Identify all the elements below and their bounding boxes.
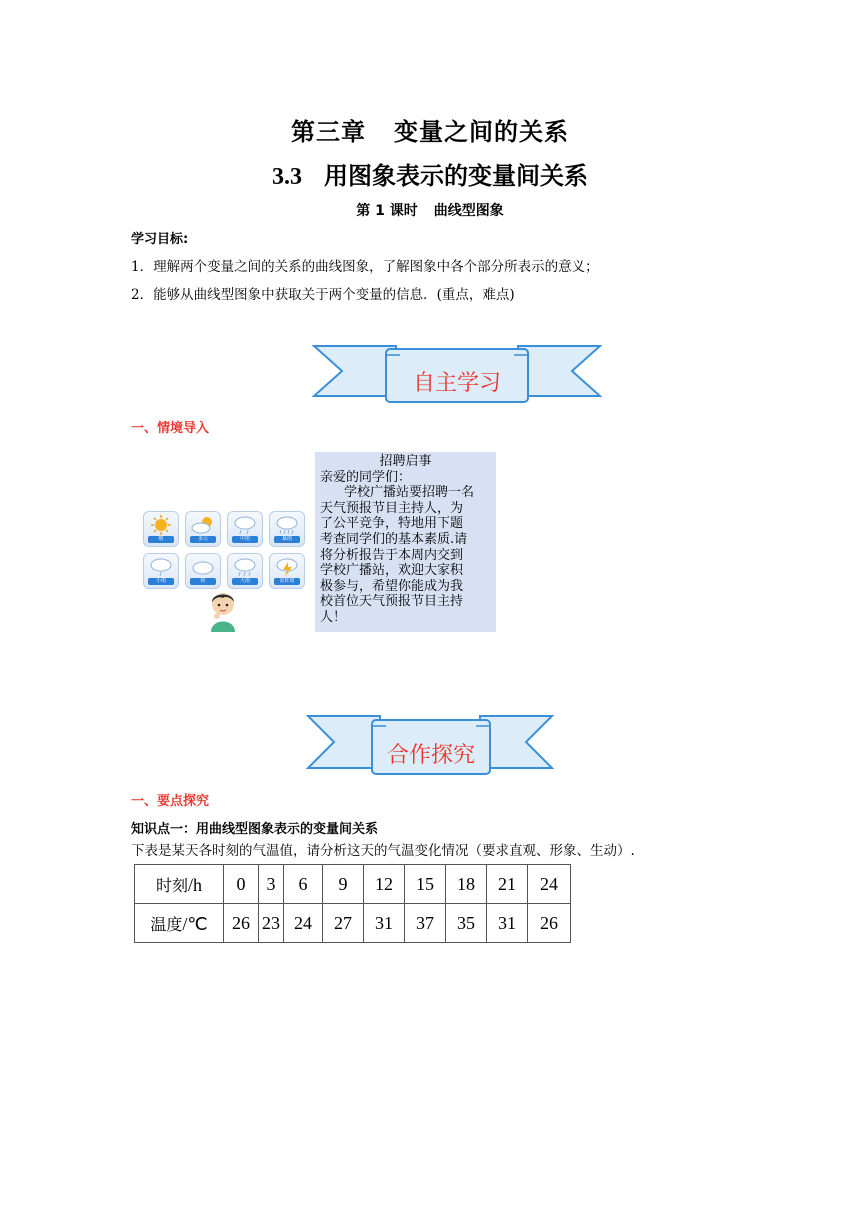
time-row-header <box>135 865 224 904</box>
thunderstorm-icon <box>269 553 305 589</box>
overcast-icon <box>185 553 221 589</box>
moderate-rain-icon <box>227 511 263 547</box>
notice-line: 了公平竞争，特地用下题 <box>320 516 464 532</box>
light-rain-icon <box>143 553 179 589</box>
banner-1-title: 自主学习 <box>412 371 501 396</box>
notice-line: 极参与，希望你能成为我 <box>320 578 464 594</box>
notice-line: 天气预报节目主持人，为 <box>320 500 464 516</box>
lesson-number: 第 1 课时 <box>356 203 418 219</box>
boy-illustration <box>205 586 241 634</box>
time-cell: 24 <box>528 865 571 904</box>
temp-cell: 23 <box>259 904 284 943</box>
weather-label: 中雨 <box>232 536 258 543</box>
time-cell: 12 <box>364 865 405 904</box>
temp-cell: 26 <box>528 904 571 943</box>
table-intro-text: 下表是某天各时刻的气温值，请分析这天的气温变化情况（要求直观、形象、生动）. <box>131 843 635 859</box>
banner-2-title: 合作探究 <box>386 743 475 768</box>
notice-line: 学校广播站，欢迎大家积 <box>320 563 464 579</box>
lesson-heading <box>0 200 860 220</box>
time-cell: 3 <box>259 865 284 904</box>
chapter-heading <box>0 112 860 147</box>
weather-label: 大雨 <box>232 578 258 585</box>
weather-label: 暴雨 <box>274 536 300 543</box>
time-cell: 9 <box>323 865 364 904</box>
notice-line: 校首位天气预报节目主持 <box>320 594 464 610</box>
weather-label: 小雨 <box>148 578 174 585</box>
notice-line: 考查同学们的基本素质.请 <box>320 531 468 547</box>
temperature-table <box>134 864 571 943</box>
objective-2: 2．能够从曲线型图象中获取关于两个变量的信息．(重点，难点) <box>131 287 515 303</box>
notice-greeting: 亲爱的同学们： <box>320 469 412 485</box>
notice-line: 学校广播站要招聘一名 <box>344 485 475 501</box>
time-unit: /h <box>188 874 203 895</box>
time-cell: 15 <box>405 865 446 904</box>
chapter-subtitle: 变量之间的关系 <box>394 118 569 146</box>
weather-label: 阴 <box>190 578 216 585</box>
section-number: 3.3 <box>272 164 302 190</box>
sun-icon <box>143 511 179 547</box>
notice-title: 招聘启事 <box>379 454 432 469</box>
temp-cell: 37 <box>405 904 446 943</box>
weather-icons-grid <box>143 511 303 593</box>
section-heading <box>0 156 860 191</box>
temp-cell: 26 <box>224 904 259 943</box>
objectives-label: 学习目标: <box>131 232 189 247</box>
notice-line: 人！ <box>320 609 347 625</box>
time-label: 时刻 <box>155 875 188 895</box>
time-cell: 21 <box>487 865 528 904</box>
time-cell: 6 <box>284 865 323 904</box>
weather-label: 雷阵雨 <box>274 578 300 585</box>
temp-unit: /℃ <box>182 913 208 934</box>
table-row <box>135 904 571 943</box>
notice-line: 将分析报告于本周内交到 <box>320 547 464 563</box>
weather-label: 多云 <box>190 536 216 543</box>
temp-cell: 35 <box>446 904 487 943</box>
time-cell: 0 <box>224 865 259 904</box>
temp-label: 温度 <box>150 914 183 934</box>
section-title: 用图象表示的变量间关系 <box>324 162 588 190</box>
heavy-rain-icon <box>269 511 305 547</box>
key-points-heading: 一、要点探究 <box>131 794 210 809</box>
temp-cell: 31 <box>364 904 405 943</box>
recruitment-notice <box>315 452 496 632</box>
table-row <box>135 865 571 904</box>
situation-heading: 一、情境导入 <box>131 421 210 436</box>
temp-cell: 31 <box>487 904 528 943</box>
partly-cloudy-icon <box>185 511 221 547</box>
knowledge-point-title: 知识点一：用曲线型图象表示的变量间关系 <box>131 822 379 837</box>
temp-cell: 27 <box>323 904 364 943</box>
temp-cell: 24 <box>284 904 323 943</box>
chapter-title: 第三章 <box>291 118 366 146</box>
lesson-title: 曲线型图象 <box>433 203 504 219</box>
time-cell: 18 <box>446 865 487 904</box>
weather-label: 晴 <box>148 536 174 543</box>
big-rain-icon <box>227 553 263 589</box>
temp-row-header <box>135 904 224 943</box>
objective-1: 1．理解两个变量之间的关系的曲线图象，了解图象中各个部分所表示的意义； <box>131 259 599 275</box>
